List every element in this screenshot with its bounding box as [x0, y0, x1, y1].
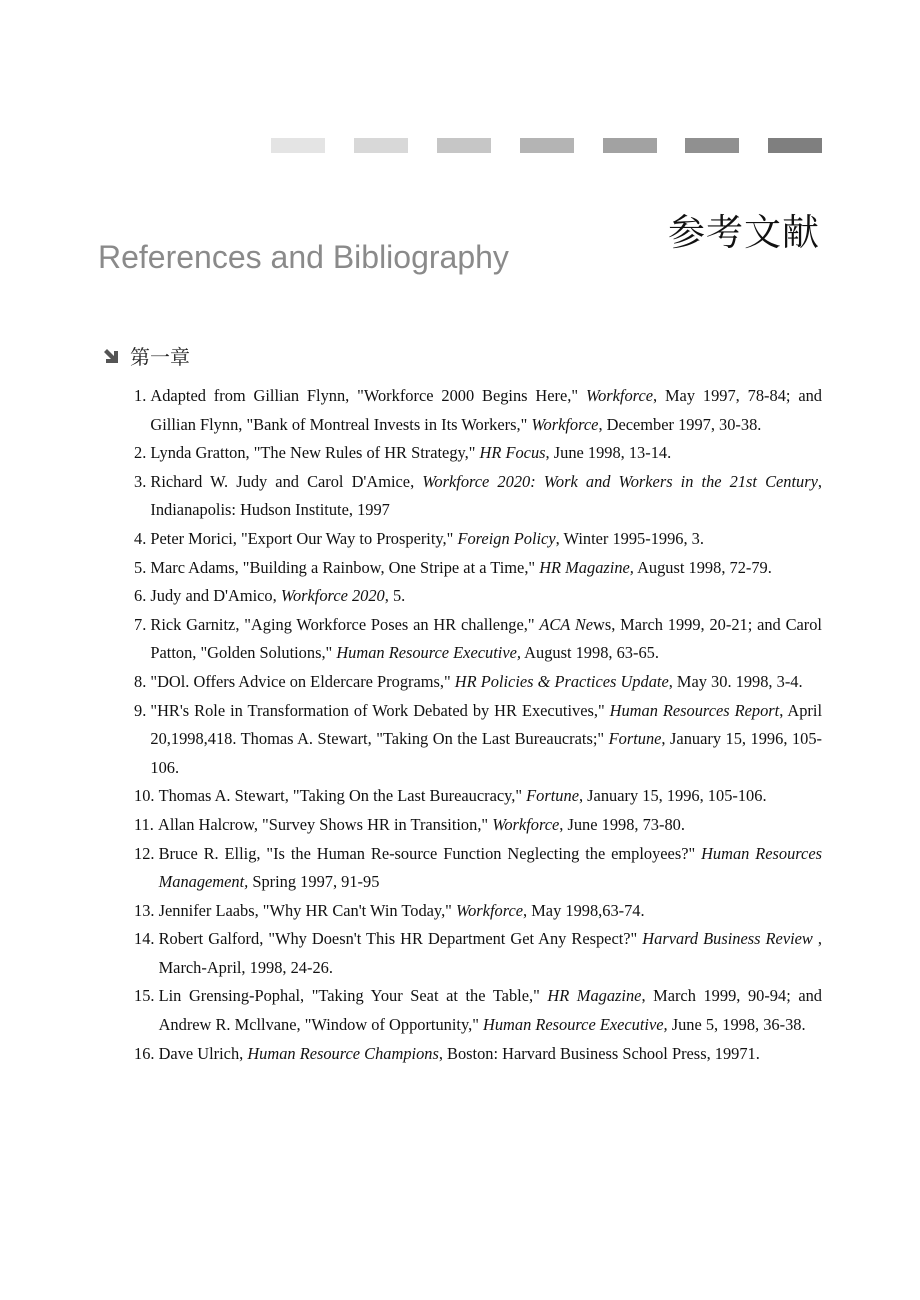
decorative-bar: [685, 138, 739, 153]
reference-number: 3.: [134, 471, 151, 491]
reference-text: [159, 925, 822, 982]
reference-item: [134, 554, 822, 583]
reference-text: [150, 525, 822, 554]
decorative-bar: [768, 138, 822, 153]
reference-source-title: HR Magazine: [547, 986, 642, 1006]
reference-number: 16.: [134, 1043, 159, 1063]
reference-number: 4.: [134, 528, 151, 548]
reference-text: [150, 582, 822, 611]
reference-number: 6.: [134, 586, 151, 606]
reference-text: [150, 697, 822, 783]
reference-text: [159, 840, 822, 897]
reference-text-fragment: , May 1998,63-74.: [523, 900, 645, 920]
reference-text-fragment: , Winter 1995-1996, 3.: [555, 528, 704, 548]
reference-item: [134, 782, 822, 811]
reference-text-fragment: "DOl. Offers Advice on Eldercare Programs,": [150, 671, 455, 691]
reference-text: [150, 468, 822, 525]
reference-text: [150, 439, 822, 468]
reference-text-fragment: August 1998, 63-65.: [520, 643, 659, 663]
reference-source-title: Human Resource Executive,: [336, 643, 521, 663]
reference-text: [150, 382, 822, 439]
reference-text-fragment: Allan Halcrow, "Survey Shows HR in Transition,": [157, 814, 493, 834]
reference-text: [159, 897, 822, 926]
decorative-bar: [271, 138, 325, 153]
reference-source-title: Human Resource Champions: [247, 1043, 439, 1063]
reference-text: [150, 554, 822, 583]
chapter-heading: [102, 341, 190, 370]
reference-source-title: HR Focus: [479, 443, 546, 463]
reference-source-title: HR Policies & Practices Update: [454, 671, 669, 691]
reference-text-fragment: , March 1999, 90-94; and Andrew R. Mcllvane, "Window of Opportunity,": [158, 986, 822, 1035]
reference-text-fragment: Robert Galford, "Why Doesn't This HR Department Get Any Respect?": [158, 929, 643, 949]
reference-source-title: Workforce: [585, 386, 654, 405]
reference-text-fragment: , January 15, 1996, 105-106.: [150, 729, 822, 777]
reference-number: 1.: [134, 386, 151, 405]
reference-item: [134, 382, 822, 439]
reference-item: [134, 468, 822, 525]
reference-text-fragment: June 5, 1998, 36-38.: [667, 1015, 806, 1035]
reference-number: 7.: [134, 614, 151, 634]
reference-text-fragment: , June 1998, 13-14.: [545, 443, 672, 463]
reference-number: 8.: [134, 671, 151, 691]
reference-source-title: HR Magazine,: [539, 557, 634, 577]
reference-text-fragment: , January 15, 1996, 105-106.: [578, 786, 767, 806]
reference-text-fragment: August 1998, 72-79.: [633, 557, 772, 577]
page-title-english: References and Bibliography: [98, 239, 509, 275]
reference-number: 9.: [134, 700, 151, 720]
reference-source-title: Human Resource Executive,: [483, 1015, 668, 1035]
reference-text-fragment: ws, March 1999, 20-21; and Carol Patton, "Golden Solutions,": [150, 614, 822, 663]
reference-text: [150, 668, 822, 697]
reference-source-title: Workforce 2020: [280, 586, 385, 606]
reference-item: [134, 897, 822, 926]
reference-item: [134, 982, 822, 1039]
reference-source-title: Harvard Business Review: [642, 929, 813, 949]
reference-item: [134, 668, 822, 697]
reference-text-fragment: , May 1997, 78-84; and Gillian Flynn, "Bank of Montreal Invests in Its Workers,": [150, 386, 822, 434]
reference-text-fragment: , May 30. 1998, 3-4.: [668, 671, 803, 691]
reference-text-fragment: Dave Ulrich,: [158, 1043, 248, 1063]
reference-source-title: Fortune: [608, 729, 662, 749]
arrow-down-right-icon: [102, 347, 120, 365]
reference-number: 5.: [134, 557, 151, 577]
reference-text-fragment: Richard W. Judy and Carol D'Amice,: [150, 471, 423, 491]
reference-source-title: Foreign Policy: [457, 528, 556, 548]
chapter-title: 第一章: [130, 345, 190, 369]
reference-text-fragment: , Boston: Harvard Business School Press, 19971.: [438, 1043, 760, 1063]
reference-text-fragment: Thomas A. Stewart, "Taking On the Last Bureaucracy,": [158, 786, 527, 806]
reference-number: 13.: [134, 900, 159, 920]
reference-item: [134, 811, 822, 840]
reference-item: [134, 439, 822, 468]
reference-text: [159, 1040, 822, 1069]
reference-text-fragment: , December 1997, 30-38.: [598, 414, 762, 434]
reference-source-title: Workforce: [531, 414, 599, 434]
reference-number: 12.: [134, 843, 159, 863]
reference-item: [134, 525, 822, 554]
reference-text-fragment: Spring 1997, 91-95: [248, 872, 380, 892]
reference-source-title: Workforce: [455, 900, 524, 920]
reference-list: [134, 382, 822, 1068]
reference-item: [134, 611, 822, 668]
reference-item: [134, 925, 822, 982]
reference-text-fragment: , April 20,1998,418. Thomas A. Stewart, "Taking On the Last Bureaucrats;": [150, 700, 822, 749]
reference-source-title: ACA Ne: [539, 614, 594, 634]
reference-text: [150, 611, 822, 668]
reference-text-fragment: Bruce R. Ellig, "Is the Human Re-source Function Neglecting the employees?": [158, 843, 702, 863]
reference-text-fragment: , Indianapolis: Hudson Institute, 1997: [150, 471, 822, 520]
reference-text-fragment: Lin Grensing-Pophal, "Taking Your Seat at the Table,": [158, 986, 548, 1006]
reference-number: 2.: [134, 443, 151, 463]
reference-number: 15.: [134, 986, 159, 1006]
reference-source-title: Workforce 2020: Work and Workers in the 21st Century: [422, 471, 818, 491]
reference-number: 14.: [134, 929, 159, 949]
reference-text-fragment: Judy and D'Amico,: [150, 586, 281, 606]
reference-text: [159, 982, 822, 1039]
reference-text-fragment: "HR's Role in Transformation of Work Debated by HR Executives,": [150, 700, 610, 720]
reference-item: [134, 840, 822, 897]
reference-text-fragment: , June 1998, 73-80.: [559, 814, 685, 834]
reference-source-title: Workforce: [492, 814, 560, 834]
reference-text-fragment: Peter Morici, "Export Our Way to Prosperity,": [150, 528, 458, 548]
reference-text-fragment: Rick Garnitz, "Aging Workforce Poses an HR challenge,": [150, 614, 540, 634]
reference-source-title: Fortune: [526, 786, 579, 806]
reference-text-fragment: Adapted from Gillian Flynn, "Workforce 2000 Begins Here,": [150, 386, 586, 405]
decorative-bar: [354, 138, 408, 153]
reference-source-title: Human Resources Report: [609, 700, 780, 720]
reference-item: [134, 697, 822, 783]
reference-number: 11.: [134, 814, 158, 834]
decorative-bar: [437, 138, 491, 153]
reference-text-fragment: Lynda Gratton, "The New Rules of HR Strategy,": [150, 443, 480, 463]
reference-text-fragment: , 5.: [384, 586, 406, 606]
reference-item: [134, 1040, 822, 1069]
reference-text-fragment: Marc Adams, "Building a Rainbow, One Stripe at a Time,": [150, 557, 540, 577]
page-title-chinese: 参考文献: [668, 211, 820, 254]
reference-item: [134, 582, 822, 611]
decorative-bar: [520, 138, 574, 153]
decorative-bar: [603, 138, 657, 153]
reference-number: 10.: [134, 786, 159, 806]
reference-text-fragment: Jennifer Laabs, "Why HR Can't Win Today,": [158, 900, 456, 920]
reference-text: [158, 811, 822, 840]
reference-text: [159, 782, 822, 811]
reference-text-fragment: , March-April, 1998, 24-26.: [158, 929, 822, 977]
reference-source-title: Human Resources Management,: [158, 843, 822, 892]
